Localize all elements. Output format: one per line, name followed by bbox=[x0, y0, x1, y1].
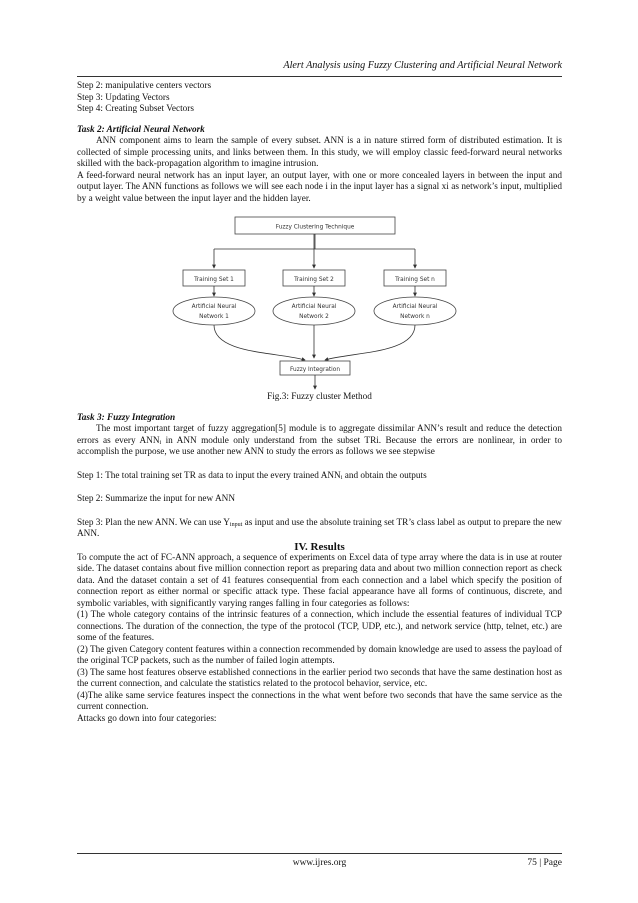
figure-caption: Fig.3: Fuzzy cluster Method bbox=[267, 392, 372, 402]
footer-rule bbox=[77, 853, 562, 854]
header-rule bbox=[77, 76, 562, 77]
page bbox=[77, 0, 562, 903]
top-box-label: Fuzzy Clustering Technique bbox=[275, 224, 355, 231]
results-paragraph-3: (2) The given Category content features within a connection recommended by domain knowledge are used to assess the payload of the original TCP packets, such as the number of failed login attempts. bbox=[77, 644, 562, 666]
ann-ellipse-2 bbox=[273, 297, 355, 325]
footer-url: www.ijres.org bbox=[292, 858, 347, 868]
training-set-label-n: Training Set n bbox=[395, 277, 435, 283]
ann-label-1a: Artificial Neural bbox=[191, 304, 237, 310]
results-paragraph-4: (3) The same host features observe established connections in the earlier period two seconds that have the same destination host as the current connection, and calculate the statistics related to the protocol behavior, service, etc. bbox=[77, 667, 562, 689]
ann-label-2a: Artificial Neural bbox=[291, 304, 337, 310]
ann-label-na: Artificial Neural bbox=[392, 304, 438, 310]
task3-step-2: Step 2: Summarize the input for new ANN bbox=[77, 494, 235, 504]
step-line: Step 2: manipulative centers vectors bbox=[77, 81, 212, 91]
task2-title: Task 2: Artificial Neural Network bbox=[77, 124, 205, 135]
footer-page-number: 75 | Page bbox=[527, 858, 562, 868]
ann-ellipse-1 bbox=[173, 297, 255, 325]
ann-label-2b: Network 2 bbox=[299, 314, 329, 320]
step-line: Step 4: Creating Subset Vectors bbox=[77, 104, 194, 114]
section-heading-results: IV. Results bbox=[294, 540, 345, 553]
running-header: Alert Analysis using Fuzzy Clustering and Artificial Neural Network bbox=[283, 60, 562, 71]
ann-label-1b: Network 1 bbox=[199, 314, 229, 320]
bottom-box-label: Fuzzy Integration bbox=[290, 367, 340, 373]
step-line: Step 3: Updating Vectors bbox=[77, 92, 170, 103]
results-paragraph-1: To compute the act of FC-ANN approach, a sequence of experiments on Excel data of type array where the data is in use at router side. The dataset contains about five million connection report as preparing data and about two million connection report as check data. And the dataset contain a set of 41 features consequential from each connection and a label which specify the position of connection report as either normal or specific attack type. These facial appearance have all forms of continuous, discrete, and symbolic variables, with significantly varying ranges falling in four categories as follows: bbox=[77, 552, 562, 609]
training-set-label-2: Training Set 2 bbox=[294, 277, 334, 283]
ann-label-nb: Network n bbox=[400, 314, 430, 320]
task2-paragraph-2: A feed-forward neural network has an input layer, an output layer, with one or more concealed layers in between the input and output layer. The ANN functions as follows we will see each node i in the input layer has a signal xi as network’s input, multiplied by a weight value between the input layer and the hidden layer. bbox=[77, 170, 562, 204]
task3-title: Task 3: Fuzzy Integration bbox=[77, 412, 176, 423]
task3-paragraph: The most important target of fuzzy aggregation[5] module is to aggregate dissimilar ANN’s result and reduce the detection errors as every $ANN_i$ in ANN module only understand from the subset TRi. Because the errors are nonlinear, in order to accomplish the purpose, we use another new ANN to study the errors as follows we see stepwise bbox=[77, 424, 562, 457]
ann-ellipse-n bbox=[374, 297, 456, 325]
task2-paragraph-1: ANN component aims to learn the sample of every subset. ANN is a in nature stirred form of distributed estimation. It is collected of simple processing units, and links between them. In this study, we will employ classic feed-forward neural networks skilled with the back-propagation algorithm to imagine intrusion. bbox=[77, 136, 562, 169]
task3-step-1: Step 1: The total training set TR as data to input the every trained $ANN_i$ and obtain the outputs bbox=[77, 470, 427, 481]
results-paragraph-6: Attacks go down into four categories: bbox=[77, 713, 217, 724]
training-set-label-1: Training Set 1 bbox=[194, 277, 234, 283]
figure-diagram bbox=[77, 214, 562, 392]
page-body bbox=[77, 81, 562, 725]
results-paragraph-5: (4)The alike same service features inspect the connections in the what went before two seconds that have the same service as the current connection. bbox=[77, 690, 562, 712]
task3-step-3: Step 3: Plan the new ANN. We can use $Y_{input}$ as input and use the absolute training set TR’s class label as output to prepare the new ANN. bbox=[77, 517, 562, 539]
figure-fuzzy-cluster bbox=[77, 214, 562, 392]
results-paragraph-2: (1) The whole category contains of the intrinsic features of a connection, which include the essential features of individual TCP connections. The duration of the connection, the type of the protocol (TCP, UDP, etc.), and network service (http, telnet, etc.) are some of the features. bbox=[77, 610, 562, 643]
